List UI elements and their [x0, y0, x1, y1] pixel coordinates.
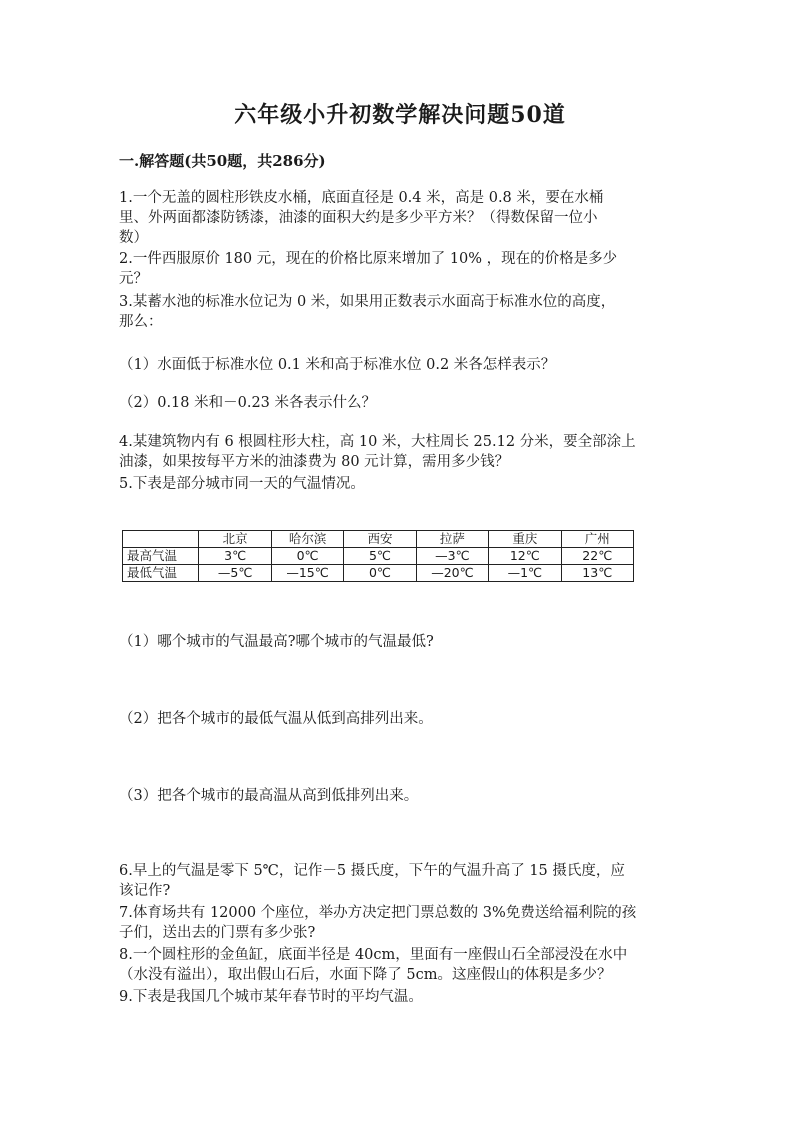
table-header-chongqing: 重庆 [489, 531, 561, 548]
question-2-line-2: 元？ [119, 271, 148, 287]
table-cell: —20℃ [416, 565, 488, 582]
question-5-sub-3: （3）把各个城市的最高温从高到低排列出来。 [119, 788, 419, 804]
table-corner-cell [123, 531, 199, 548]
table-header-xian: 西安 [344, 531, 416, 548]
question-7-line-2: 子们，送出去的门票有多少张? [119, 925, 316, 941]
table-cell: 0℃ [271, 548, 343, 565]
question-6-line-1: 6.早上的气温是零下 5℃，记作－5 摄氏度，下午的气温升高了 15 摄氏度，应 [119, 863, 625, 879]
row-label-high: 最高气温 [123, 548, 199, 565]
table-cell: 5℃ [344, 548, 416, 565]
table-header-harbin: 哈尔滨 [271, 531, 343, 548]
table-header-row [123, 531, 634, 548]
question-8-line-2: （水没有溢出），取出假山石后，水面下降了 5cm。这座假山的体积是多少？ [119, 967, 612, 983]
row-label-low: 最低气温 [123, 565, 199, 582]
question-3-line-1: 3.某蓄水池的标准水位记为 0 米，如果用正数表示水面高于标准水位的高度， [119, 294, 616, 310]
question-7-line-1: 7.体育场共有 12000 个座位，举办方决定把门票总数的 3%免费送给福利院的孩 [119, 905, 637, 921]
question-5 [119, 474, 684, 494]
table-row [123, 565, 634, 582]
section-heading: 一.解答题(共50题，共286分) [119, 152, 326, 170]
table-cell: —15℃ [271, 565, 343, 582]
question-4 [119, 432, 684, 472]
table-cell: 22℃ [561, 548, 633, 565]
table-cell: —5℃ [199, 565, 271, 582]
question-3-sub-1: （1）水面低于标准水位 0.1 米和高于标准水位 0.2 米各怎样表示？ [119, 357, 556, 373]
table-cell: 3℃ [199, 548, 271, 565]
question-3 [119, 292, 684, 332]
table-cell: —1℃ [489, 565, 561, 582]
page-title: 六年级小升初数学解决问题50道 [234, 102, 566, 128]
table-cell: —3℃ [416, 548, 488, 565]
table-cell: 12℃ [489, 548, 561, 565]
table-cell: 0℃ [344, 565, 416, 582]
question-1-line-2: 里、外两面都漆防锈漆，油漆的面积大约是多少平方米？（得数保留一位小 [119, 210, 598, 226]
question-8 [119, 945, 684, 985]
question-3-line-2: 那么： [119, 314, 163, 330]
city-temperature-table [122, 530, 634, 582]
question-6 [119, 861, 684, 901]
question-5-sub-2: （2）把各个城市的最低气温从低到高排列出来。 [119, 711, 433, 727]
table-header-guangzhou: 广州 [561, 531, 633, 548]
table-header-lhasa: 拉萨 [416, 531, 488, 548]
table-row [123, 548, 634, 565]
question-1 [119, 188, 684, 248]
question-8-line-1: 8.一个圆柱形的金鱼缸，底面半径是 40cm，里面有一座假山石全部浸没在水中 [119, 947, 628, 963]
question-7 [119, 903, 684, 943]
question-5-line-1: 5.下表是部分城市同一天的气温情况。 [119, 476, 365, 492]
question-3-sub-2: （2）0.18 米和－0.23 米各表示什么？ [119, 395, 377, 411]
question-1-line-3: 数） [119, 230, 148, 246]
question-9 [119, 987, 684, 1007]
table-header-beijing: 北京 [199, 531, 271, 548]
question-6-line-2: 该记作? [119, 883, 171, 899]
question-9-line-1: 9.下表是我国几个城市某年春节时的平均气温。 [119, 989, 423, 1005]
question-1-line-1: 1.一个无盖的圆柱形铁皮水桶，底面直径是 0.4 米，高是 0.8 米，要在水桶 [119, 190, 604, 206]
question-2-line-1: 2.一件西服原价 180 元，现在的价格比原来增加了 10% ，现在的价格是多少 [119, 251, 618, 267]
question-4-line-2: 油漆，如果按每平方米的油漆费为 80 元计算，需用多少钱？ [119, 454, 510, 470]
question-2 [119, 249, 684, 289]
question-5-sub-1: （1）哪个城市的气温最高?哪个城市的气温最低? [119, 634, 434, 650]
table-cell: 13℃ [561, 565, 633, 582]
question-4-line-1: 4.某建筑物内有 6 根圆柱形大柱，高 10 米，大柱周长 25.12 分米，要全部涂上 [119, 434, 636, 450]
